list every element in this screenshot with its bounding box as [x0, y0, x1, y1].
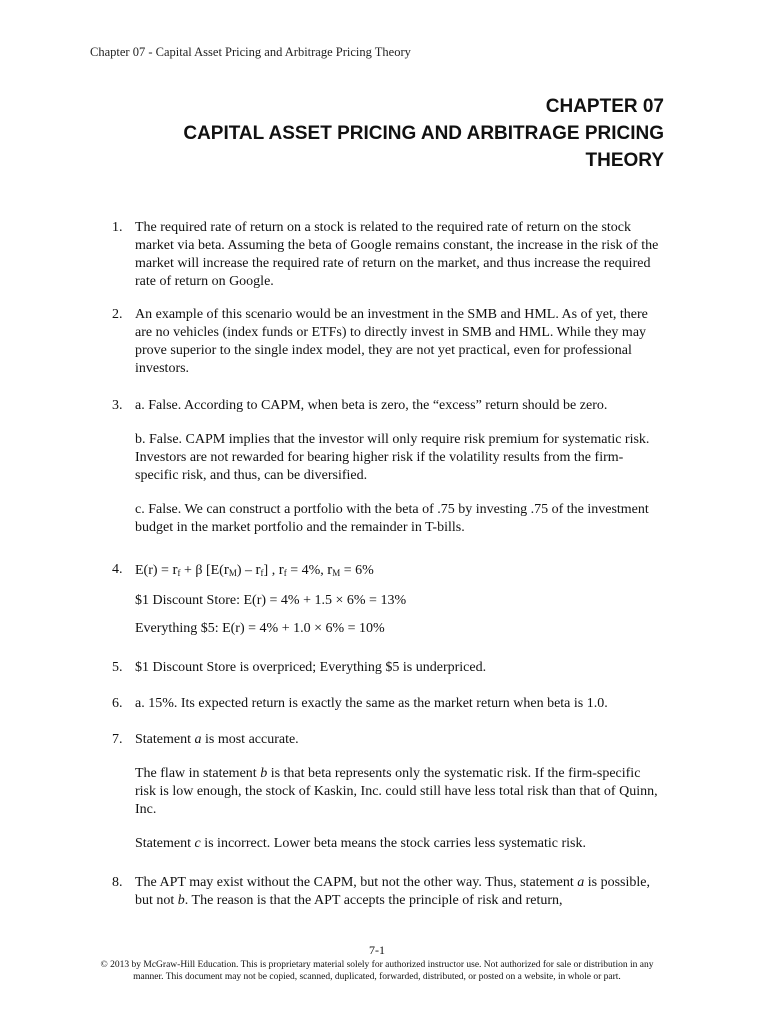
- answer-item-2: [112, 306, 664, 378]
- item-text: The required rate of return on a stock is related to the required rate of return on the stock market via beta. Assuming the beta of Google remains constant, the increase in the risk of the market will increase the required rate of return on the market, and thus increase the required rate of return on Google.: [135, 220, 659, 289]
- answer-item-4: [112, 561, 664, 638]
- item-number: 3.: [112, 398, 123, 413]
- answer-item-6: [112, 695, 664, 713]
- statement-b-paragraph: The flaw in statement b is that beta represents only the systematic risk. If the firm-specific risk is low enough, the stock of Kaskin, Inc. could still have less total risk than that of Quinn, Inc.: [135, 766, 658, 817]
- copyright-notice: © 2013 by McGraw-Hill Education. This is proprietary material solely for authorized instructor use. Not authorized for sale or distribution in any manner. This document may not be copied, scanned, duplicated, forwarded, distributed, or posted on a website, in whole or part.: [100, 960, 654, 982]
- discount-store-calc: $1 Discount Store: E(r) = 4% + 1.5 × 6% = 13%: [135, 593, 407, 608]
- item-number: 5.: [112, 660, 123, 675]
- item-part-b: b. False. CAPM implies that the investor will only require risk premium for systematic risk. Investors are not rewarded for bearing higher risk if the volatility results from the firm-specific risk, and thus, can be diversified.: [135, 432, 650, 483]
- item-number: 7.: [112, 732, 123, 747]
- item-text: a. 15%. Its expected return is exactly the same as the market return when beta is 1.0.: [135, 696, 608, 711]
- chapter-title: [183, 93, 664, 174]
- item-number: 8.: [112, 875, 123, 890]
- statement-a-paragraph: Statement a is most accurate.: [135, 732, 299, 747]
- item-number: 1.: [112, 220, 123, 235]
- answer-item-1: [112, 219, 664, 291]
- capm-formula: $E(r) = r_f + \beta$ $[E(r_M) - r_f]$ , $r_f = 4\%$, $r_M = 6\%$: [135, 562, 374, 578]
- page-number: 7-1: [369, 943, 385, 957]
- answer-item-5: [112, 659, 664, 677]
- chapter-name-line-2: THEORY: [585, 150, 664, 171]
- answer-item-7: [112, 731, 664, 853]
- page-footer: [90, 943, 664, 983]
- answer-item-8: [112, 874, 664, 910]
- item-number: 4.: [112, 562, 123, 577]
- item-number: 2.: [112, 307, 123, 322]
- statement-c-paragraph: Statement c is incorrect. Lower beta means the stock carries less systematic risk.: [135, 836, 586, 851]
- item-text: The APT may exist without the CAPM, but not the other way. Thus, statement a is possible, but not b. The reason is that the APT accepts the principle of risk and return,: [135, 875, 650, 908]
- item-text: $1 Discount Store is overpriced; Everything $5 is underpriced.: [135, 660, 487, 675]
- chapter-name-line-1: CAPITAL ASSET PRICING AND ARBITRAGE PRICING: [183, 123, 664, 144]
- item-part-a: a. False. According to CAPM, when beta is zero, the “excess” return should be zero.: [135, 398, 608, 413]
- everything-5-calc: Everything $5: E(r) = 4% + 1.0 × 6% = 10%: [135, 621, 385, 636]
- chapter-number: CHAPTER 07: [545, 96, 664, 117]
- item-number: 6.: [112, 696, 123, 711]
- item-text: An example of this scenario would be an investment in the SMB and HML. As of yet, there are no vehicles (index funds or ETFs) to directly invest in SMB and HML. While they may prove superior to the single index model, they are not yet practical, even for professional investors.: [135, 307, 648, 376]
- item-part-c: c. False. We can construct a portfolio with the beta of .75 by investing .75 of the investment budget in the market portfolio and the remainder in T-bills.: [135, 502, 649, 535]
- running-header: Chapter 07 - Capital Asset Pricing and Arbitrage Pricing Theory: [90, 45, 411, 59]
- answer-item-3: [112, 397, 664, 537]
